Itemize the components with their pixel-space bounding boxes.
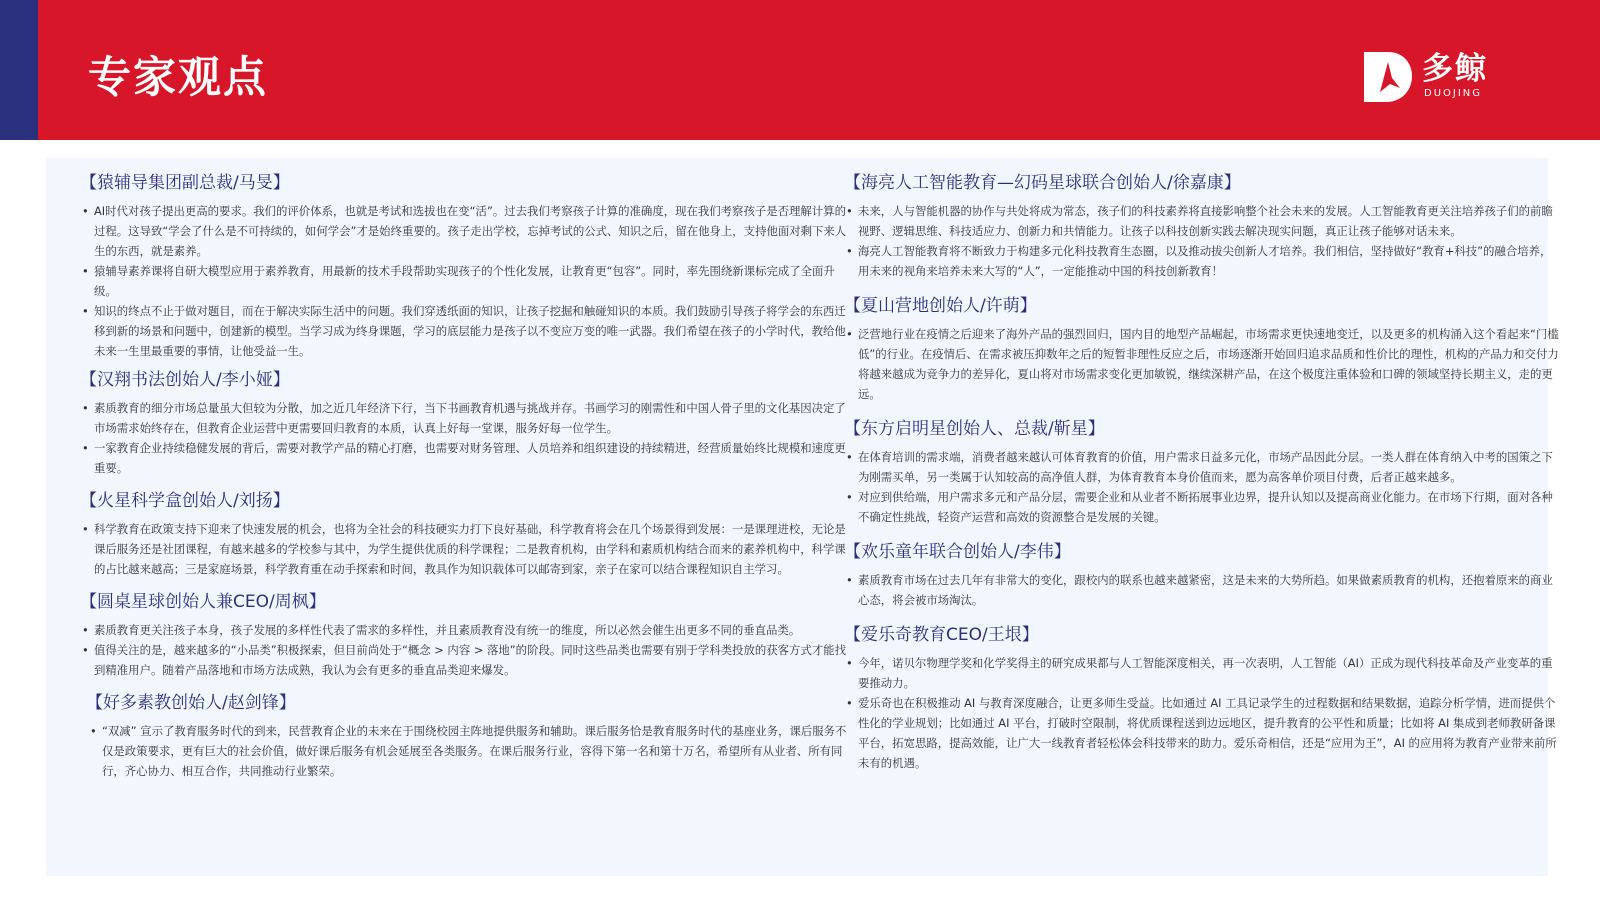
expert-title: 【夏山营地创始人/许萌】 <box>844 296 1037 316</box>
expert-section <box>80 692 850 781</box>
opinion-bullet: • 值得关注的是，越来越多的“小品类”积极探索，但目前尚处于“概念 > 内容 > 落地”的阶段。同时这些品类也需要有别于学科类投放的获客方式才能找到精准用户。随着产品落地和市场方法成熟，我认为会有更多的垂直品类迎来爆发。 <box>80 640 850 680</box>
header-accent-bar <box>0 0 38 140</box>
opinion-bullet: • 猿辅导素养课将自研大模型应用于素养教育，用最新的技术手段帮助实现孩子的个性化发展，让教育更“包容”。同时，率先围绕新课标完成了全面升级。 <box>80 261 850 301</box>
logo-subtext: DUOJING <box>1424 88 1483 99</box>
expert-section <box>80 591 850 680</box>
expert-section <box>844 418 1560 527</box>
header-banner <box>0 0 1600 140</box>
opinion-bullet: • 泛营地行业在疫情之后迎来了海外产品的强烈回归，国内目的地型产品崛起，市场需求更快速地变迁，以及更多的机构涌入这个看起来“门槛低”的行业。在疫情后、在需求被压抑数年之后的短暂非理性反应之后，市场逐渐开始回归追求品质和性价比的理性，机构的产品力和交付力将越来越成为竞争力的差异化，夏山将对市场需求变化更加敏锐，继续深耕产品，在这个极度注重体验和口碑的领域坚持长期主义，走的更远。 <box>844 324 1560 404</box>
opinion-bullet: • 爱乐奇也在积极推动 AI 与教育深度融合，让更多师生受益。比如通过 AI 工具记录学生的过程数据和结果数据，追踪分析学情，进而提供个性化的学业规划；比如通过 AI 平台，打破时空限制，将优质课程送到边远地区，提升教育的公平性和质量；比如将 AI 集成到老师教研备课平台，拓宽思路，提高效能，让广大一线教育者轻松体会科技带来的助力。爱乐奇相信，还是“应用为王”，AI 的应用将为教育产业带来前所未有的机遇。 <box>844 693 1560 773</box>
expert-title: 【海亮人工智能教育—幻码星球联合创始人/徐嘉康】 <box>844 173 1241 193</box>
opinion-bullet: • 海亮人工智能教育将不断致力于构建多元化科技教育生态圈，以及推动拔尖创新人才培养。我们相信，坚持做好“教育+科技”的融合培养，用未来的视角来培养未来大写的“人”，一定能推动中国的科技创新教育！ <box>844 241 1560 281</box>
expert-section <box>844 172 1560 281</box>
opinion-bullet: • 素质教育市场在过去几年有非常大的变化，跟校内的联系也越来越紧密，这是未来的大势所趋。如果做素质教育的机构，还抱着原来的商业心态，将会被市场淘汰。 <box>844 570 1560 610</box>
opinion-bullet: • 素质教育更关注孩子本身，孩子发展的多样性代表了需求的多样性，并且素质教育没有统一的维度，所以必然会催生出更多不同的垂直品类。 <box>80 620 850 640</box>
opinion-bullet: • “双减” 宣示了教育服务时代的到来，民营教育企业的未来在于围绕校园主阵地提供服务和辅助。课后服务恰是教育服务时代的基座业务，课后服务不仅是政策要求，更有巨大的社会价值，做好课后服务有机会延展至各类服务。在课后服务行业，容得下第一名和第十万名，希望所有从业者、所有同行，齐心协力、相互合作，共同推动行业繁荣。 <box>88 721 850 781</box>
expert-section <box>80 172 850 361</box>
expert-title: 【爱乐奇教育CEO/王垠】 <box>844 625 1039 645</box>
opinion-bullet: • 今年，诺贝尔物理学奖和化学奖得主的研究成果都与人工智能深度相关，再一次表明，人工智能（AI）正成为现代科技革命及产业变革的重要推动力。 <box>844 653 1560 693</box>
expert-section <box>844 541 1560 610</box>
expert-section <box>844 624 1560 773</box>
expert-section <box>80 369 850 478</box>
duojing-logo <box>1358 48 1504 104</box>
page-title: 专家观点 <box>88 53 268 103</box>
expert-title: 【欢乐童年联合创始人/李伟】 <box>844 542 1071 562</box>
expert-section <box>80 490 850 579</box>
expert-title: 【好多素教创始人/赵剑锋】 <box>86 693 296 713</box>
opinion-bullet: • 素质教育的细分市场总量虽大但较为分散，加之近几年经济下行，当下书画教育机遇与挑战并存。书画学习的刚需性和中国人骨子里的文化基因决定了市场需求始终存在，但教育企业运营中更需要回归教育的本质，认真上好每一堂课，服务好每一位学生。 <box>80 398 850 438</box>
opinion-bullet: • 对应到供给端，用户需求多元和产品分层，需要企业和从业者不断拓展事业边界，提升认知以及提高商业化能力。在市场下行期，面对各种不确定性挑战，轻资产运营和高效的资源整合是发展的关键。 <box>844 487 1560 527</box>
opinion-bullet: • 在体育培训的需求端，消费者越来越认可体育教育的价值，用户需求日益多元化，市场产品因此分层。一类人群在体育纳入中考的国策之下为刚需买单，另一类属于认知较高的高净值人群，为体育教育本身价值而来，愿为高客单价项目付费，后者正越来越多。 <box>844 447 1560 487</box>
opinion-bullet: • 一家教育企业持续稳健发展的背后，需要对教学产品的精心打磨，也需要对财务管理、人员培养和组织建设的持续精进，经营质量始终比规模和速度更重要。 <box>80 438 850 478</box>
opinion-bullet: • 知识的终点不止于做对题目，而在于解决实际生活中的问题。我们穿透纸面的知识，让孩子挖掘和触碰知识的本质。我们鼓励引导孩子将学会的东西迁移到新的场景和问题中，创建新的模型。当学习成为终身课题，学习的底层能力是孩子以不变应万变的唯一武器。我们希望在孩子的小学时代，教给他未来一生里最重要的事情，让他受益一生。 <box>80 301 850 361</box>
left-column <box>80 172 850 783</box>
opinion-bullet: • AI时代对孩子提出更高的要求。我们的评价体系，也就是考试和选拔也在变“活”。过去我们考察孩子计算的准确度，现在我们考察孩子是否理解计算的过程。这导致“学会了什么是不可持续的，如何学会”才是始终重要的。孩子走出学校，忘掉考试的公式、知识之后，留在他身上，支持他面对剩下来人生的东西，就是素养。 <box>80 201 850 261</box>
expert-title: 【猿辅导集团副总裁/马旻】 <box>80 173 290 193</box>
expert-section <box>844 295 1560 404</box>
right-column <box>844 172 1560 775</box>
expert-title: 【汉翔书法创始人/李小娅】 <box>80 370 290 390</box>
opinion-bullet: • 未来，人与智能机器的协作与共处将成为常态，孩子们的科技素养将直接影响整个社会未来的发展。人工智能教育更关注培养孩子们的前瞻视野、逻辑思维、科技适应力、创新力和共情能力。让孩子以科技创新实践去解决现实问题，真正让孩子能够对话未来。 <box>844 201 1560 241</box>
opinion-bullet: • 科学教育在政策支持下迎来了快速发展的机会，也将为全社会的科技硬实力打下良好基础，科学教育将会在几个场景得到发展：一是课理进校，无论是课后服务还是社团课程，有越来越多的学校参与其中，为学生提供优质的科学课程；二是教育机构，由学科和素质机构结合而来的素养机构中，科学课的占比越来越高；三是家庭场景，科学教育重在动手探索和时间，教具作为知识载体可以邮寄到家，亲子在家可以结合课程知识自主学习。 <box>80 519 850 579</box>
content-panel <box>46 158 1559 876</box>
logo-text: 多鲸 <box>1422 51 1488 87</box>
whale-logo-icon <box>1358 48 1414 104</box>
expert-title: 【火星科学盒创始人/刘扬】 <box>80 491 290 511</box>
expert-title: 【东方启明星创始人、总裁/靳星】 <box>844 419 1105 439</box>
expert-title: 【圆桌星球创始人兼CEO/周枫】 <box>80 592 326 612</box>
